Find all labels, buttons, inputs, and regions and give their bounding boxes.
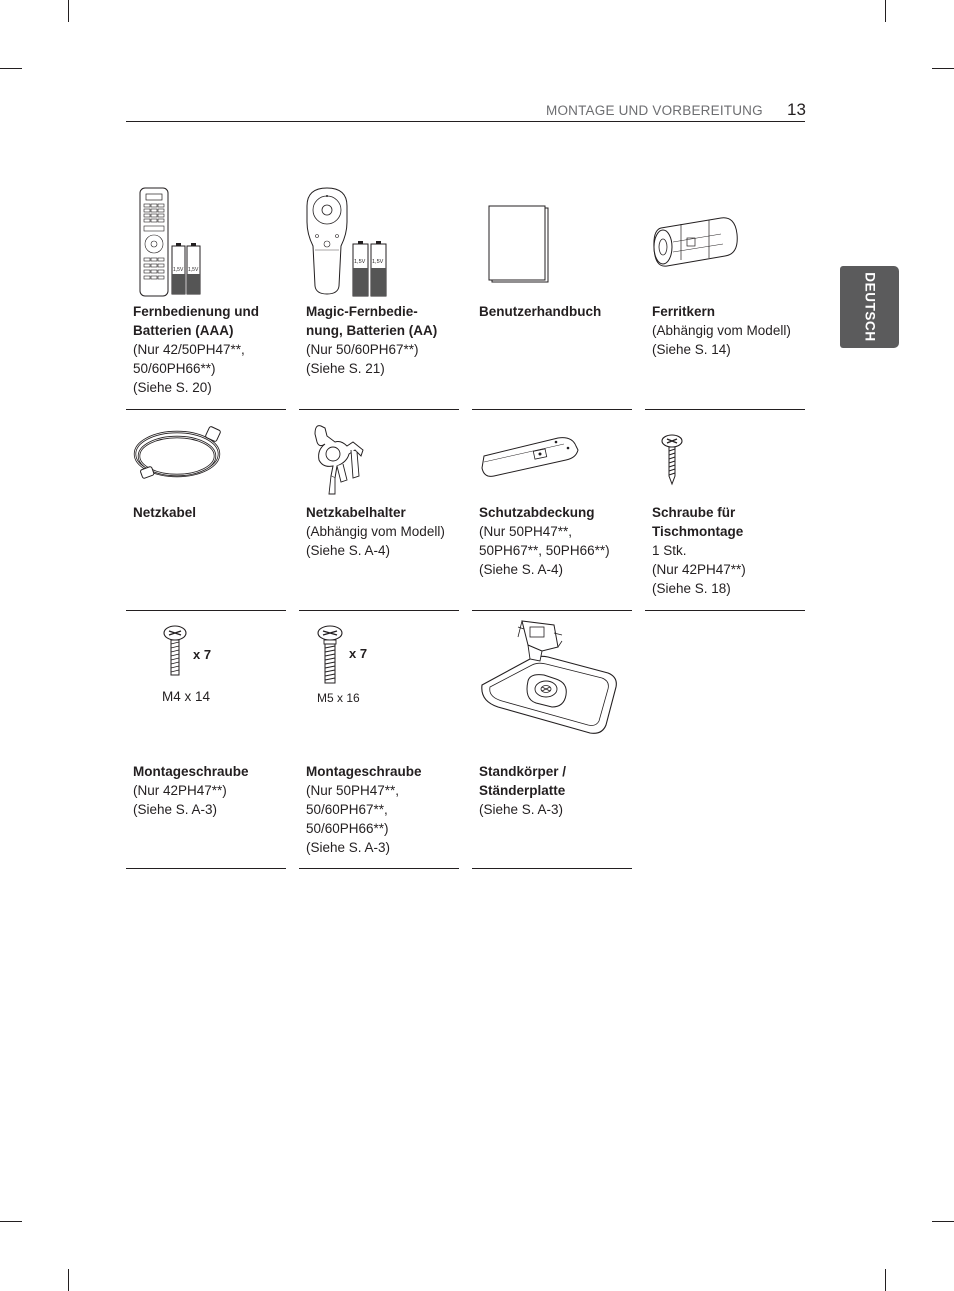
accessory-item <box>645 410 805 611</box>
battery-label: 1,5V <box>372 259 384 265</box>
page-number: 13 <box>787 100 806 119</box>
item-caption: Magic-Fernbedie- nung, Batterien (AA) (Nur 50/60PH67**) (Siehe S. 21) <box>306 304 438 376</box>
language-tab <box>840 266 899 348</box>
remote-with-batteries-icon <box>138 186 208 298</box>
accessory-item <box>299 611 459 869</box>
screw-icon <box>162 625 188 679</box>
crop-mark <box>885 0 886 22</box>
section-title: MONTAGE UND VORBEREITUNG <box>546 103 763 118</box>
item-divider <box>126 868 286 869</box>
battery-label: 1,5V <box>188 267 199 273</box>
accessory-item <box>126 611 286 869</box>
accessory-item <box>472 611 632 869</box>
battery-label: 1,5V <box>354 259 366 265</box>
quantity-label: x 7 <box>349 646 368 661</box>
language-tab-label: DEUTSCH <box>862 272 878 342</box>
accessory-item <box>299 180 459 410</box>
item-divider <box>299 868 459 869</box>
crop-mark <box>885 1269 886 1291</box>
screw-icon <box>315 625 345 687</box>
item-caption: Montageschraube (Nur 42PH47**) (Siehe S. A-3) <box>133 764 249 817</box>
accessory-item <box>645 180 805 410</box>
item-caption: Netzkabel <box>133 505 197 520</box>
item-caption: Netzkabelhalter (Abhängig vom Modell) (Siehe S. A-4) <box>306 505 445 558</box>
accessory-item <box>299 410 459 611</box>
accessory-item <box>472 180 632 410</box>
screw-icon <box>659 434 685 486</box>
ferrite-core-icon <box>651 214 741 272</box>
crop-mark <box>0 68 22 69</box>
screw-size-label: M5 x 16 <box>317 691 360 705</box>
power-cable-icon <box>131 424 227 484</box>
crop-mark <box>932 1221 954 1222</box>
item-caption: Benutzerhandbuch <box>479 304 602 319</box>
item-caption: Schutzabdeckung (Nur 50PH47**, 50PH67**, 50PH66**) (Siehe S. A-4) <box>479 505 610 577</box>
crop-mark <box>932 68 954 69</box>
item-caption: Ferritkern (Abhängig vom Modell) (Siehe S. 14) <box>652 304 791 357</box>
accessory-item <box>126 410 286 611</box>
crop-mark <box>0 1221 22 1222</box>
item-divider <box>472 868 632 869</box>
item-caption: Fernbedienung und Batterien (AAA) (Nur 42/50PH47**, 50/60PH66**) (Siehe S. 20) <box>133 304 259 395</box>
header-rule <box>126 121 805 122</box>
item-caption: Montageschraube (Nur 50PH47**, 50/60PH67**, 50/60PH66**) (Siehe S. A-3) <box>306 764 422 855</box>
quantity-label: x 7 <box>193 647 212 662</box>
stand-body-base-icon <box>478 615 620 739</box>
magic-remote-with-batteries-icon <box>301 186 397 298</box>
protective-cover-icon <box>480 432 580 476</box>
item-caption: Schraube für Tischmontage 1 Stk. (Nur 42PH47**) (Siehe S. 18) <box>652 505 746 596</box>
manual-icon <box>487 204 551 286</box>
screw-size-label: M4 x 14 <box>162 689 211 704</box>
accessory-item <box>472 410 632 611</box>
crop-mark <box>68 0 69 22</box>
accessory-item <box>126 180 286 410</box>
item-caption: Standkörper / Ständerplatte (Siehe S. A-3) <box>479 764 567 817</box>
item-divider <box>645 610 805 611</box>
cable-holder-icon <box>307 420 367 498</box>
crop-mark <box>68 1269 69 1291</box>
battery-label: 1,5V <box>173 267 184 273</box>
